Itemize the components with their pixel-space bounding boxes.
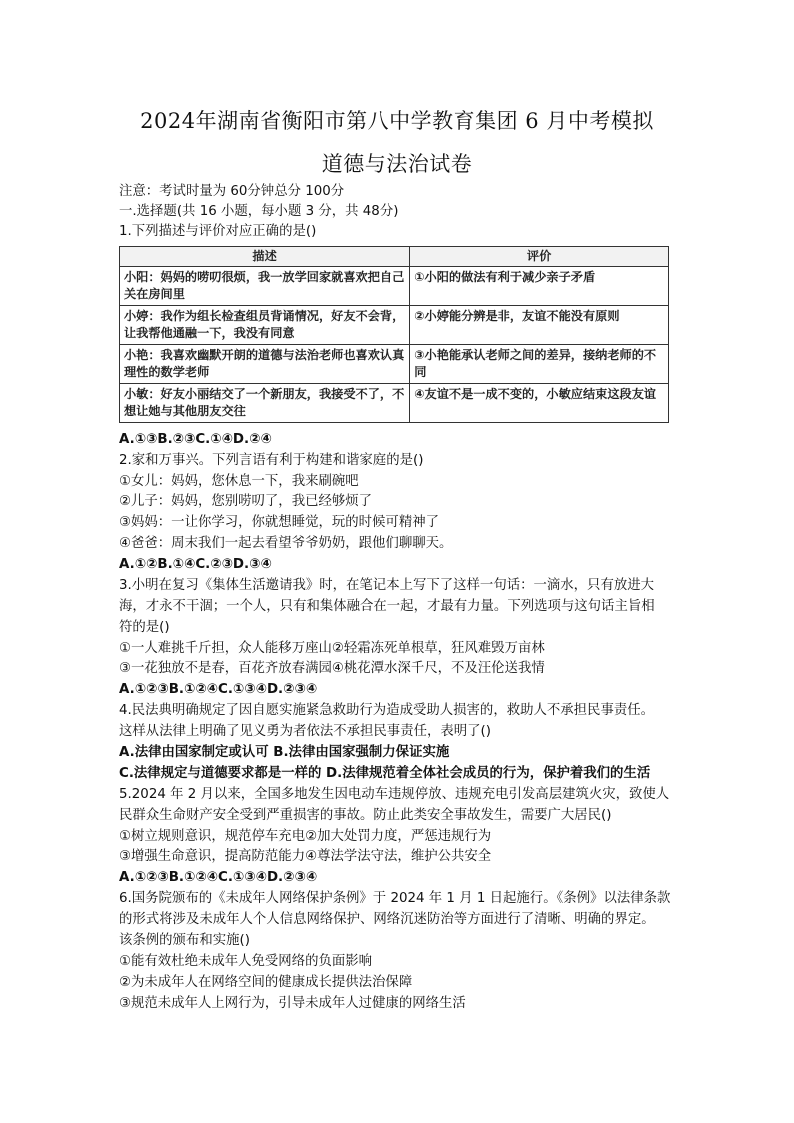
q3-stem-line: 3.小明在复习《集体生活邀请我》时，在笔记本上写下了这样一句话：一滴水，只有放进大 (119, 578, 655, 593)
q1-options: A.①③B.②③C.①④D.②④ (119, 432, 272, 447)
q2-stem: 2.家和万事兴。下列言语有利于构建和谐家庭的是() (119, 453, 424, 468)
table-cell-description: 小艳：我喜欢幽默开朗的道德与法治老师也喜欢认真 理性的数学老师 (120, 345, 410, 384)
q2-item: ①女儿：妈妈，您休息一下，我来刷碗吧 (119, 474, 359, 489)
q3-stem-line: 海，才永不干涸；一个人，只有和集体融合在一起，才最有力量。下列选项与这句话主旨相 (119, 599, 655, 614)
table-header-description: 描述 (120, 247, 410, 267)
table-cell-evaluation: ④友谊不是一成不变的，小敏应结束这段友谊 (410, 384, 669, 423)
q4-stem-line: 4.民法典明确规定了因自愿实施紧急救助行为造成受助人损害的，救助人不承担民事责任。 (119, 703, 655, 718)
section-heading: 一.选择题(共 16 小题，每小题 3 分，共 48分) (119, 204, 399, 219)
table-row (120, 267, 669, 306)
table-cell-description: 小阳：妈妈的唠叨很烦，我一放学回家就喜欢把自己 关在房间里 (120, 267, 410, 306)
q6-item: ③规范未成年人上网行为，引导未成年人过健康的网络生活 (119, 996, 466, 1011)
table-row (120, 306, 669, 345)
q5-stem-line: 民群众生命财产安全受到严重损害的事故。防止此类安全事故发生，需要广大居民() (119, 808, 612, 823)
q5-item: ①树立规则意识，规范停车充电②加大处罚力度，严惩违规行为 (119, 829, 492, 844)
q5-item: ③增强生命意识，提高防范能力④尊法学法守法，维护公共安全 (119, 849, 492, 864)
q4-stem-line: 这样从法律上明确了见义勇为者依法不承担民事责任，表明了() (119, 724, 491, 739)
q2-options: A.①②B.①④C.②③D.③④ (119, 557, 272, 572)
q1-table (119, 246, 669, 423)
q2-item: ④爸爸：周末我们一起去看望爷爷奶奶，跟他们聊聊天。 (119, 536, 453, 551)
q6-item: ①能有效杜绝未成年人免受网络的负面影响 (119, 954, 373, 969)
table-row (120, 345, 669, 384)
table-row (120, 384, 669, 423)
exam-subtitle: 道德与法治试卷 (321, 152, 473, 176)
q4-options: A.法律由国家制定或认可 B.法律由国家强制力保证实施 (119, 745, 450, 760)
table-cell-evaluation: ③小艳能承认老师之间的差异，接纳老师的不同 (410, 345, 669, 384)
q3-item: ①一人难挑千斤担，众人能移万座山②轻霜冻死单根草，狂风难毁万亩林 (119, 641, 545, 656)
q5-stem-line: 5.2024 年 2 月以来，全国多地发生因电动车违规停放、违规充电引发高层建筑火灾，致使人 (119, 787, 670, 802)
q3-stem-line: 符的是() (119, 620, 170, 635)
q6-stem-line: 该条例的颁布和实施() (119, 933, 250, 948)
q6-item: ②为未成年人在网络空间的健康成长提供法治保障 (119, 975, 413, 990)
q6-stem-line: 6.国务院颁布的《未成年人网络保护条例》于 2024 年 1 月 1 日起施行。《条例》以法律条款 (119, 891, 671, 906)
q6-stem-line: 的形式将涉及未成年人个人信息网络保护、网络沉迷防治等方面进行了清晰、明确的界定。 (119, 912, 655, 927)
exam-notice: 注意：考试时量为 60分钟总分 100分 (119, 184, 345, 199)
q3-item: ③一花独放不是春，百花齐放春满园④桃花潭水深千尺，不及汪伦送我情 (119, 661, 545, 676)
table-cell-evaluation: ②小婷能分辨是非，友谊不能没有原则 (410, 306, 669, 345)
q3-options: A.①②③B.①②④C.①③④D.②③④ (119, 682, 318, 697)
table-cell-description: 小敏：好友小丽结交了一个新朋友，我接受不了，不 想让她与其他朋友交往 (120, 384, 410, 423)
q2-item: ②儿子：妈妈，您别唠叨了，我已经够烦了 (119, 494, 373, 509)
table-cell-evaluation: ①小阳的做法有利于减少亲子矛盾 (410, 267, 669, 306)
q4-options: C.法律规定与道德要求都是一样的 D.法律规范着全体社会成员的行为，保护着我们的生活 (119, 766, 651, 781)
table-header-evaluation: 评价 (410, 247, 669, 267)
q5-options: A.①②③B.①②④C.①③④D.②③④ (119, 870, 318, 885)
q2-item: ③妈妈：一让你学习，你就想睡觉，玩的时候可精神了 (119, 515, 439, 530)
q1-stem: 1.下列描述与评价对应正确的是() (119, 224, 317, 239)
table-cell-description: 小婷：我作为组长检查组员背诵情况，好友不会背， 让我帮他通融一下，我没有同意 (120, 306, 410, 345)
exam-title: 2024年湖南省衡阳市第八中学教育集团 6 月中考模拟 (140, 109, 654, 133)
